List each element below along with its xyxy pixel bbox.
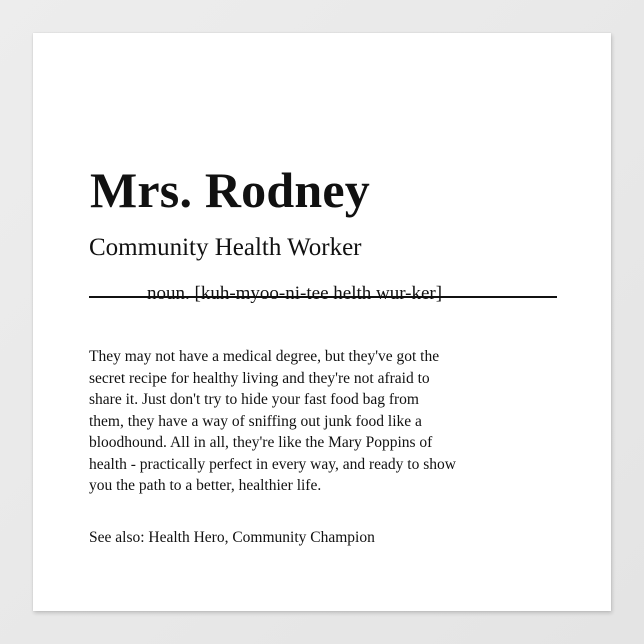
definition-line: bloodhound. All in all, they're like the Mary Poppins of: [89, 434, 433, 451]
definition-line: share it. Just don't try to hide your fast food bag from: [89, 391, 419, 408]
see-also: See also: Health Hero, Community Champion: [89, 529, 375, 546]
definition-line: them, they have a way of sniffing out junk food like a: [89, 412, 422, 430]
poster-title: Mrs. Rodney: [90, 162, 370, 218]
definition-poster: [33, 33, 611, 611]
definition-line: secret recipe for healthy living and they're not afraid to: [89, 369, 430, 387]
poster-subtitle: Community Health Worker: [89, 234, 362, 261]
definition-line: health - practically perfect in every way, and ready to show: [89, 455, 456, 473]
definition-line: you the path to a better, healthier life.: [89, 477, 322, 494]
pronunciation: noun. [kuh-myoo-ni-tee helth wur-ker]: [147, 283, 443, 304]
divider-line: [89, 296, 557, 298]
definition-text: [89, 346, 561, 497]
definition-line: They may not have a medical degree, but they've got the: [89, 348, 440, 365]
